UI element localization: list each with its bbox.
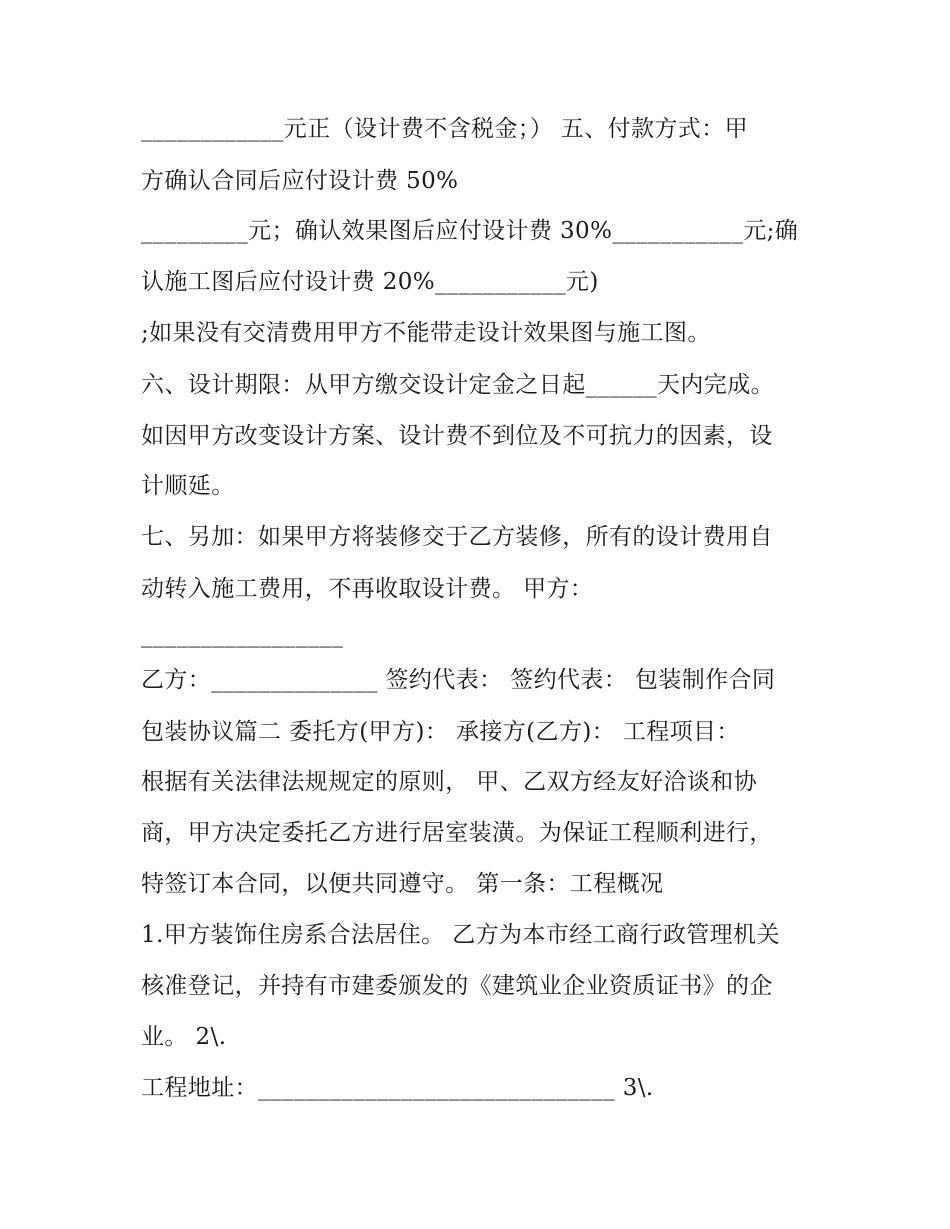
text-line: 动转入施工费用，不再收取设计费。 甲方： bbox=[141, 576, 594, 602]
text-line: 工程地址：______________________________ 3\. bbox=[141, 1075, 654, 1101]
text-line: 1.甲方装饰住房系合法居住。 乙方为本市经工商行政管理机关 bbox=[141, 922, 780, 948]
text-line: 如因甲方改变设计方案、设计费不到位及不可抗力的因素，设 bbox=[141, 423, 773, 449]
text-line: 包装协议篇二 委托方(甲方)： 承接方(乙方)： 工程项目： bbox=[141, 719, 740, 745]
text-line: 认施工图后应付设计费 20%___________元) bbox=[141, 269, 599, 295]
text-line: 业。 2\. bbox=[141, 1024, 227, 1050]
text-line: 乙方：______________ 签约代表： 签约代表： 包装制作合同 bbox=[141, 667, 776, 693]
text-line: 特签订本合同，以便共同遵守。 第一条：工程概况 bbox=[141, 871, 664, 897]
text-line: 根据有关法律法规规定的原则， 甲、乙双方经友好洽谈和协 bbox=[141, 769, 758, 795]
text-line: ____________元正（设计费不含税金；） 五、付款方式：甲 bbox=[141, 116, 749, 142]
text-line: _________元；确认效果图后应付设计费 30%___________元;确 bbox=[141, 218, 799, 244]
text-line: 核准登记，并持有市建委颁发的《建筑业企业资质证书》的企 bbox=[141, 973, 773, 999]
text-line: 方确认合同后应付设计费 50% bbox=[141, 168, 459, 194]
text-line: 计顺延。 bbox=[141, 473, 235, 499]
text-line: 七、另加：如果甲方将装修交于乙方装修，所有的设计费用自 bbox=[141, 524, 773, 550]
text-line: ;如果没有交清费用甲方不能带走设计效果图与施工图。 bbox=[141, 320, 711, 346]
text-line: 六、设计期限：从甲方缴交设计定金之日起______天内完成。 bbox=[141, 372, 774, 398]
text-line: 商，甲方决定委托乙方进行居室装潢。为保证工程顺利进行， bbox=[141, 820, 773, 846]
signature-underline: _________________ bbox=[141, 622, 344, 648]
